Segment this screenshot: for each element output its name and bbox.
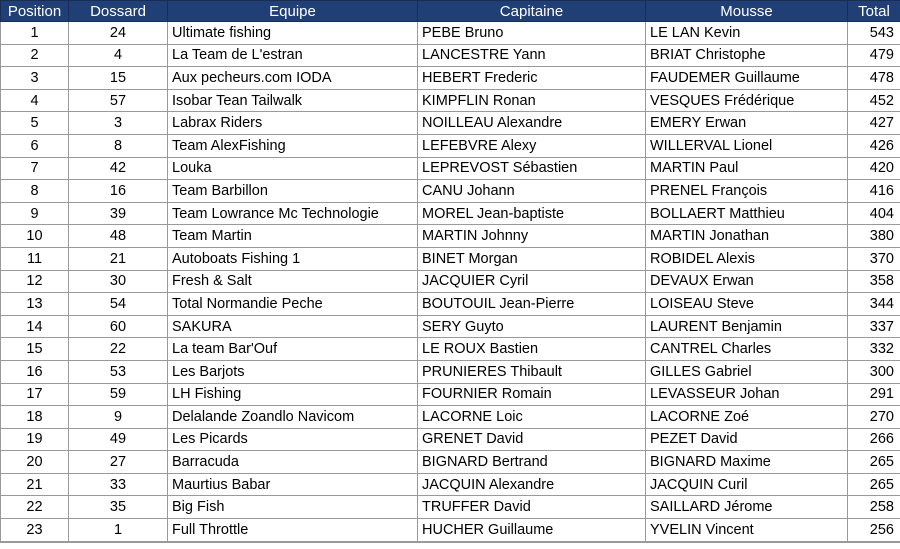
cell-dossard: 15: [69, 67, 168, 90]
cell-dossard: 3: [69, 112, 168, 135]
table-row: [1, 451, 900, 474]
cell-dossard: 30: [69, 270, 168, 293]
cell-dossard: 57: [69, 89, 168, 112]
cell-equipe: La Team de L'estran: [168, 44, 418, 67]
sheet-bottom-edge: [0, 542, 900, 549]
cell-position: 5: [1, 112, 69, 135]
table-row: [1, 406, 900, 429]
table-row: [1, 247, 900, 270]
table-row: [1, 44, 900, 67]
cell-total: 270: [848, 406, 900, 429]
cell-total: 265: [848, 451, 900, 474]
cell-dossard: 54: [69, 293, 168, 316]
table-row: [1, 270, 900, 293]
cell-equipe: SAKURA: [168, 315, 418, 338]
header-position: Position: [1, 1, 69, 22]
cell-equipe: Delalande Zoandlo Navicom: [168, 406, 418, 429]
cell-total: 426: [848, 134, 900, 157]
cell-capitaine: KIMPFLIN Ronan: [418, 89, 646, 112]
cell-mousse: LE LAN Kevin: [646, 22, 848, 45]
cell-mousse: GILLES Gabriel: [646, 360, 848, 383]
cell-dossard: 21: [69, 247, 168, 270]
cell-mousse: PRENEL François: [646, 180, 848, 203]
table-row: [1, 180, 900, 203]
cell-equipe: Full Throttle: [168, 519, 418, 542]
cell-dossard: 42: [69, 157, 168, 180]
cell-dossard: 27: [69, 451, 168, 474]
cell-equipe: LH Fishing: [168, 383, 418, 406]
cell-total: 344: [848, 293, 900, 316]
cell-total: 478: [848, 67, 900, 90]
cell-capitaine: LEPREVOST Sébastien: [418, 157, 646, 180]
cell-position: 13: [1, 293, 69, 316]
cell-capitaine: PEBE Bruno: [418, 22, 646, 45]
table-body: [1, 22, 900, 542]
cell-capitaine: SERY Guyto: [418, 315, 646, 338]
cell-equipe: Fresh & Salt: [168, 270, 418, 293]
header-dossard: Dossard: [69, 1, 168, 22]
cell-dossard: 24: [69, 22, 168, 45]
cell-capitaine: JACQUIN Alexandre: [418, 473, 646, 496]
cell-capitaine: MOREL Jean-baptiste: [418, 202, 646, 225]
table-row: [1, 67, 900, 90]
cell-position: 1: [1, 22, 69, 45]
cell-dossard: 8: [69, 134, 168, 157]
cell-capitaine: MARTIN Johnny: [418, 225, 646, 248]
table-row: [1, 22, 900, 45]
cell-equipe: Barracuda: [168, 451, 418, 474]
cell-total: 452: [848, 89, 900, 112]
cell-mousse: LACORNE Zoé: [646, 406, 848, 429]
cell-dossard: 39: [69, 202, 168, 225]
cell-dossard: 1: [69, 519, 168, 542]
table-row: [1, 338, 900, 361]
cell-equipe: Total Normandie Peche: [168, 293, 418, 316]
cell-total: 370: [848, 247, 900, 270]
cell-capitaine: HUCHER Guillaume: [418, 519, 646, 542]
cell-total: 543: [848, 22, 900, 45]
cell-equipe: Team AlexFishing: [168, 134, 418, 157]
cell-mousse: DEVAUX Erwan: [646, 270, 848, 293]
cell-equipe: Aux pecheurs.com IODA: [168, 67, 418, 90]
cell-total: 291: [848, 383, 900, 406]
table-row: [1, 428, 900, 451]
cell-dossard: 49: [69, 428, 168, 451]
cell-dossard: 4: [69, 44, 168, 67]
cell-mousse: BRIAT Christophe: [646, 44, 848, 67]
cell-equipe: Team Barbillon: [168, 180, 418, 203]
cell-position: 22: [1, 496, 69, 519]
cell-total: 265: [848, 473, 900, 496]
cell-capitaine: BINET Morgan: [418, 247, 646, 270]
cell-capitaine: BOUTOUIL Jean-Pierre: [418, 293, 646, 316]
cell-total: 337: [848, 315, 900, 338]
table-row: [1, 315, 900, 338]
cell-mousse: MARTIN Paul: [646, 157, 848, 180]
cell-mousse: LEVASSEUR Johan: [646, 383, 848, 406]
cell-position: 8: [1, 180, 69, 203]
header-capitaine: Capitaine: [418, 1, 646, 22]
cell-position: 18: [1, 406, 69, 429]
cell-equipe: Les Barjots: [168, 360, 418, 383]
cell-capitaine: JACQUIER Cyril: [418, 270, 646, 293]
cell-equipe: Isobar Tean Tailwalk: [168, 89, 418, 112]
cell-dossard: 60: [69, 315, 168, 338]
cell-position: 19: [1, 428, 69, 451]
cell-total: 300: [848, 360, 900, 383]
cell-equipe: Maurtius Babar: [168, 473, 418, 496]
cell-capitaine: HEBERT Frederic: [418, 67, 646, 90]
table-row: [1, 293, 900, 316]
cell-total: 427: [848, 112, 900, 135]
cell-dossard: 53: [69, 360, 168, 383]
cell-capitaine: FOURNIER Romain: [418, 383, 646, 406]
cell-equipe: Team Lowrance Mc Technologie: [168, 202, 418, 225]
header-equipe: Equipe: [168, 1, 418, 22]
cell-total: 420: [848, 157, 900, 180]
cell-total: 479: [848, 44, 900, 67]
cell-mousse: BIGNARD Maxime: [646, 451, 848, 474]
cell-total: 266: [848, 428, 900, 451]
cell-mousse: CANTREL Charles: [646, 338, 848, 361]
cell-dossard: 59: [69, 383, 168, 406]
table-row: [1, 519, 900, 542]
cell-equipe: Team Martin: [168, 225, 418, 248]
cell-total: 258: [848, 496, 900, 519]
cell-total: 332: [848, 338, 900, 361]
cell-position: 15: [1, 338, 69, 361]
cell-capitaine: LE ROUX Bastien: [418, 338, 646, 361]
table-row: [1, 157, 900, 180]
cell-position: 7: [1, 157, 69, 180]
table-row: [1, 360, 900, 383]
cell-mousse: LAURENT Benjamin: [646, 315, 848, 338]
cell-total: 358: [848, 270, 900, 293]
cell-capitaine: CANU Johann: [418, 180, 646, 203]
cell-equipe: Louka: [168, 157, 418, 180]
cell-mousse: FAUDEMER Guillaume: [646, 67, 848, 90]
cell-mousse: BOLLAERT Matthieu: [646, 202, 848, 225]
header-mousse: Mousse: [646, 1, 848, 22]
cell-equipe: Les Picards: [168, 428, 418, 451]
cell-position: 12: [1, 270, 69, 293]
table-row: [1, 89, 900, 112]
table-row: [1, 225, 900, 248]
cell-position: 4: [1, 89, 69, 112]
cell-dossard: 48: [69, 225, 168, 248]
cell-total: 416: [848, 180, 900, 203]
cell-equipe: Ultimate fishing: [168, 22, 418, 45]
cell-equipe: Labrax Riders: [168, 112, 418, 135]
cell-mousse: YVELIN Vincent: [646, 519, 848, 542]
cell-capitaine: GRENET David: [418, 428, 646, 451]
cell-position: 14: [1, 315, 69, 338]
cell-mousse: LOISEAU Steve: [646, 293, 848, 316]
cell-mousse: ROBIDEL Alexis: [646, 247, 848, 270]
table-row: [1, 112, 900, 135]
cell-dossard: 35: [69, 496, 168, 519]
cell-position: 6: [1, 134, 69, 157]
cell-position: 20: [1, 451, 69, 474]
cell-mousse: EMERY Erwan: [646, 112, 848, 135]
cell-equipe: Autoboats Fishing 1: [168, 247, 418, 270]
cell-dossard: 33: [69, 473, 168, 496]
cell-position: 11: [1, 247, 69, 270]
cell-capitaine: PRUNIERES Thibault: [418, 360, 646, 383]
cell-capitaine: BIGNARD Bertrand: [418, 451, 646, 474]
cell-mousse: SAILLARD Jérome: [646, 496, 848, 519]
cell-total: 380: [848, 225, 900, 248]
cell-mousse: JACQUIN Curil: [646, 473, 848, 496]
cell-capitaine: NOILLEAU Alexandre: [418, 112, 646, 135]
cell-position: 2: [1, 44, 69, 67]
cell-capitaine: LACORNE Loic: [418, 406, 646, 429]
cell-total: 256: [848, 519, 900, 542]
cell-total: 404: [848, 202, 900, 225]
cell-capitaine: LEFEBVRE Alexy: [418, 134, 646, 157]
cell-dossard: 16: [69, 180, 168, 203]
cell-position: 23: [1, 519, 69, 542]
cell-dossard: 22: [69, 338, 168, 361]
cell-mousse: VESQUES Frédérique: [646, 89, 848, 112]
cell-mousse: WILLERVAL Lionel: [646, 134, 848, 157]
cell-dossard: 9: [69, 406, 168, 429]
cell-equipe: La team Bar'Ouf: [168, 338, 418, 361]
table-row: [1, 202, 900, 225]
table-row: [1, 496, 900, 519]
header-row: [1, 1, 900, 22]
cell-mousse: PEZET David: [646, 428, 848, 451]
cell-mousse: MARTIN Jonathan: [646, 225, 848, 248]
cell-position: 3: [1, 67, 69, 90]
header-total: Total: [848, 1, 900, 22]
table-header: [1, 1, 900, 22]
cell-position: 16: [1, 360, 69, 383]
table-row: [1, 383, 900, 406]
cell-equipe: Big Fish: [168, 496, 418, 519]
cell-capitaine: TRUFFER David: [418, 496, 646, 519]
table-row: [1, 134, 900, 157]
cell-position: 17: [1, 383, 69, 406]
cell-position: 10: [1, 225, 69, 248]
cell-position: 9: [1, 202, 69, 225]
table-row: [1, 473, 900, 496]
cell-position: 21: [1, 473, 69, 496]
cell-capitaine: LANCESTRE Yann: [418, 44, 646, 67]
